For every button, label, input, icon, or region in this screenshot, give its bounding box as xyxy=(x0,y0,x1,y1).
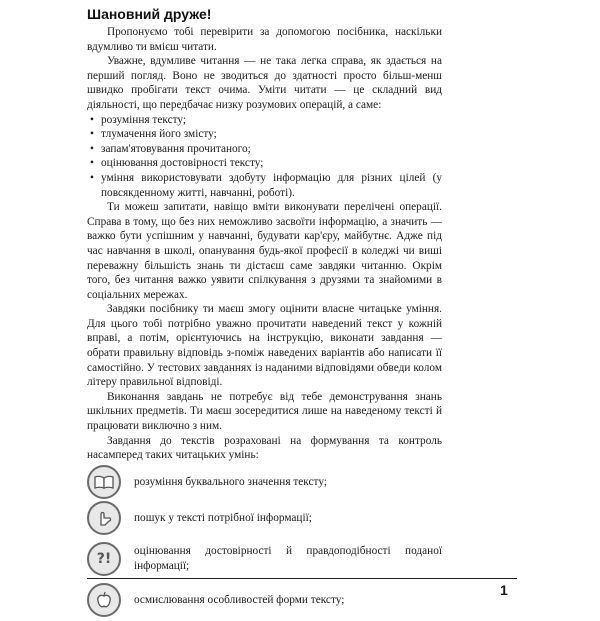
bullet-item: • оцінювання достовірності тексту; xyxy=(87,156,442,171)
bullet-item: • уміння використовувати здобуту інформацію для різних цілей (у повсякденному житті, навчанні, роботі). xyxy=(87,171,442,200)
skill-item xyxy=(87,539,442,579)
bullet-item: • розуміння тексту; xyxy=(87,113,442,128)
bullet-item: • тлумачення його змісту; xyxy=(87,127,442,142)
bullet-item: • запам'ятовування прочитаного; xyxy=(87,142,442,157)
page-number: 1 xyxy=(500,582,508,598)
paragraph: Уважне, вдумливе читання — не така легка справа, як здається на перший погляд. Воно не зводиться до здатності просто більш-менш швидко пробігати текст очима. Уміти читати — це складний вид діяльності, що передбачає низку розумових операцій, а саме: xyxy=(87,55,442,111)
skill-label: розуміння буквального значення тексту; xyxy=(134,475,327,488)
paragraph: Пропонуємо тобі перевірити за допомогою посібника, наскільки вдумливо ти вмієш читати. xyxy=(87,26,442,53)
footer-rule xyxy=(87,578,517,579)
skill-label: оцінювання достовірності й правдоподібності поданої інформації; xyxy=(134,545,442,572)
paragraph: Ти можеш запитати, навіщо вміти виконувати перелічені операції. Справа в тому, що без них неможливо засвоїти інформацію, а значить — важко бути успішним у навчанні, будувати кар'єру, майбутнє. Адже під час навчання в школі, опанування будь-якої професії в коледжі чи виші переважну більшість знань ти дістаєш саме завдяки читанню. Окрім того, без читання важко уявити спілкування з друзями та знайомими в соціальних мережах. xyxy=(87,201,442,301)
paragraph: Завдяки посібнику ти маєш змогу оцінити власне читацьке уміння. Для цього тобі потрібно уважно прочитати наведений текст у кожній вправі, а потім, орієнтуючись на інструкцію, виконати завдання — обрати правильну відповідь з-поміж наведених варіантів або написати її самостійно. У тестових завданнях із наданими відповідями обведи колом літеру правильної відповіді. xyxy=(87,303,442,389)
skill-label: осмислювання особливостей форми тексту; xyxy=(134,593,345,606)
skills-list xyxy=(87,467,442,615)
skill-item xyxy=(87,503,442,533)
paragraph: Завдання до текстів розраховані на формування та контроль насамперед таких читацьких умінь: xyxy=(87,434,442,462)
skill-label: пошук у тексті потрібної інформації; xyxy=(134,511,312,524)
paragraph: Виконання завдань не потребує від тебе демонстрування знань шкільних предметів. Ти маєш зосередитися лише на наведеному тексті й працювати виключно з ним. xyxy=(87,390,442,433)
page-title: Шановний друже! xyxy=(87,6,212,22)
body-text xyxy=(87,25,442,621)
book-icon xyxy=(87,465,121,499)
cursor-hand-icon xyxy=(87,501,121,535)
bullet-list xyxy=(87,113,442,201)
skill-item xyxy=(87,467,442,497)
question-exclamation-icon: ?! xyxy=(87,542,121,576)
